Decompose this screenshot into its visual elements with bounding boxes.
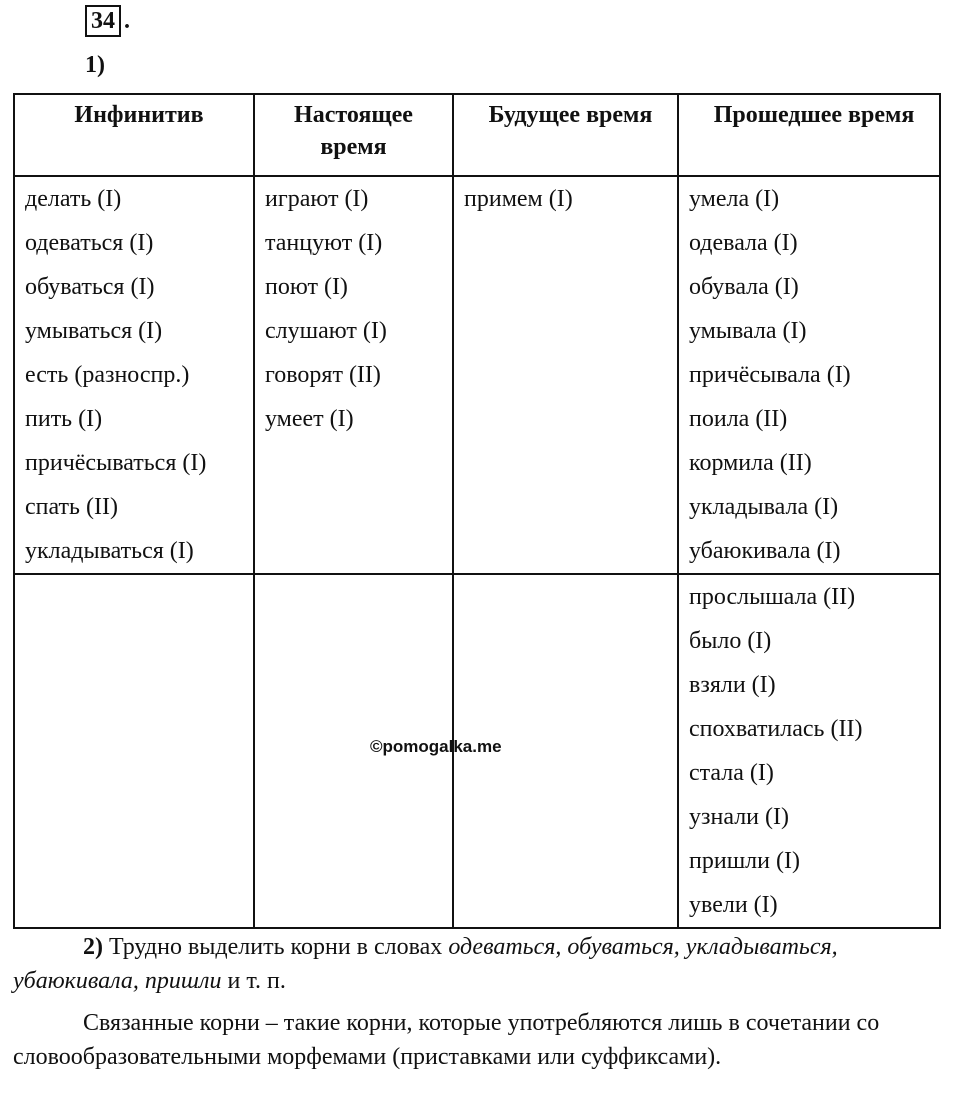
task-number-dot: . — [124, 8, 130, 34]
header-past: Прошедшее время — [678, 95, 939, 176]
part-2 — [13, 930, 943, 1074]
list-item: поила (II) — [689, 406, 788, 432]
task-number: 34 — [85, 5, 121, 37]
list-item: обувала (I) — [689, 274, 799, 300]
header-future: Будущее время — [453, 95, 678, 176]
cell-past-bottom — [678, 574, 939, 927]
list-item: убаюкивала (I) — [689, 538, 841, 564]
paragraph-1-italic-words: одеваться, обуваться, укладываться, убаюкивала, пришли — [13, 934, 838, 994]
part-1-label: 1) — [85, 52, 105, 78]
list-item: делать (I) — [25, 186, 122, 212]
list-item: узнали (I) — [689, 804, 789, 830]
cell-infinitive-empty — [15, 574, 254, 927]
list-item: одевала (I) — [689, 230, 798, 256]
paragraph-1-text-a: Трудно выделить корни в словах — [103, 934, 449, 960]
verb-table — [13, 93, 941, 929]
list-item: играют (I) — [265, 186, 369, 212]
list-item: кормила (II) — [689, 450, 812, 476]
list-item: слушают (I) — [265, 318, 387, 344]
list-item: спохватилась (II) — [689, 716, 863, 742]
cell-past-top — [678, 176, 939, 574]
list-item: спать (II) — [25, 494, 118, 520]
table-header-row — [15, 95, 939, 176]
cell-present — [254, 176, 453, 574]
list-item: обуваться (I) — [25, 274, 155, 300]
list-item: поют (I) — [265, 274, 348, 300]
list-item: стала (I) — [689, 760, 774, 786]
part-2-label: 2) — [83, 934, 103, 960]
list-item: взяли (I) — [689, 672, 776, 698]
list-item: есть (разноспр.) — [25, 362, 190, 388]
cell-future — [453, 176, 678, 574]
list-item: причёсывала (I) — [689, 362, 851, 388]
list-item: было (I) — [689, 628, 772, 654]
paragraph-1-text-b: и т. п. — [221, 968, 286, 994]
header-present — [254, 95, 453, 176]
cell-infinitive — [15, 176, 254, 574]
list-item: танцуют (I) — [265, 230, 383, 256]
list-item: причёсываться (I) — [25, 450, 207, 476]
header-infinitive: Инфинитив — [15, 95, 254, 176]
watermark: ©pomogalka.me — [370, 737, 502, 756]
list-item: одеваться (I) — [25, 230, 154, 256]
list-item: пить (I) — [25, 406, 103, 432]
paragraph-1 — [13, 930, 943, 998]
list-item: укладывала (I) — [689, 494, 839, 520]
list-item: умывала (I) — [689, 318, 807, 344]
list-item: умела (I) — [689, 186, 780, 212]
list-item: прослышала (II) — [689, 584, 856, 610]
table-row-main — [15, 176, 939, 574]
list-item: умеет (I) — [265, 406, 354, 432]
paragraph-2: Связанные корни – такие корни, которые употребляются лишь в сочетании со словообразовательными морфемами (приставками или суффиксами). — [13, 1010, 880, 1070]
list-item: укладываться (I) — [25, 538, 194, 564]
list-item: увели (I) — [689, 892, 778, 918]
list-item: умываться (I) — [25, 318, 163, 344]
list-item: примем (I) — [464, 186, 573, 212]
list-item: говорят (II) — [265, 362, 381, 388]
list-item: пришли (I) — [689, 848, 800, 874]
header-present-text: Настоящее время — [294, 102, 413, 160]
